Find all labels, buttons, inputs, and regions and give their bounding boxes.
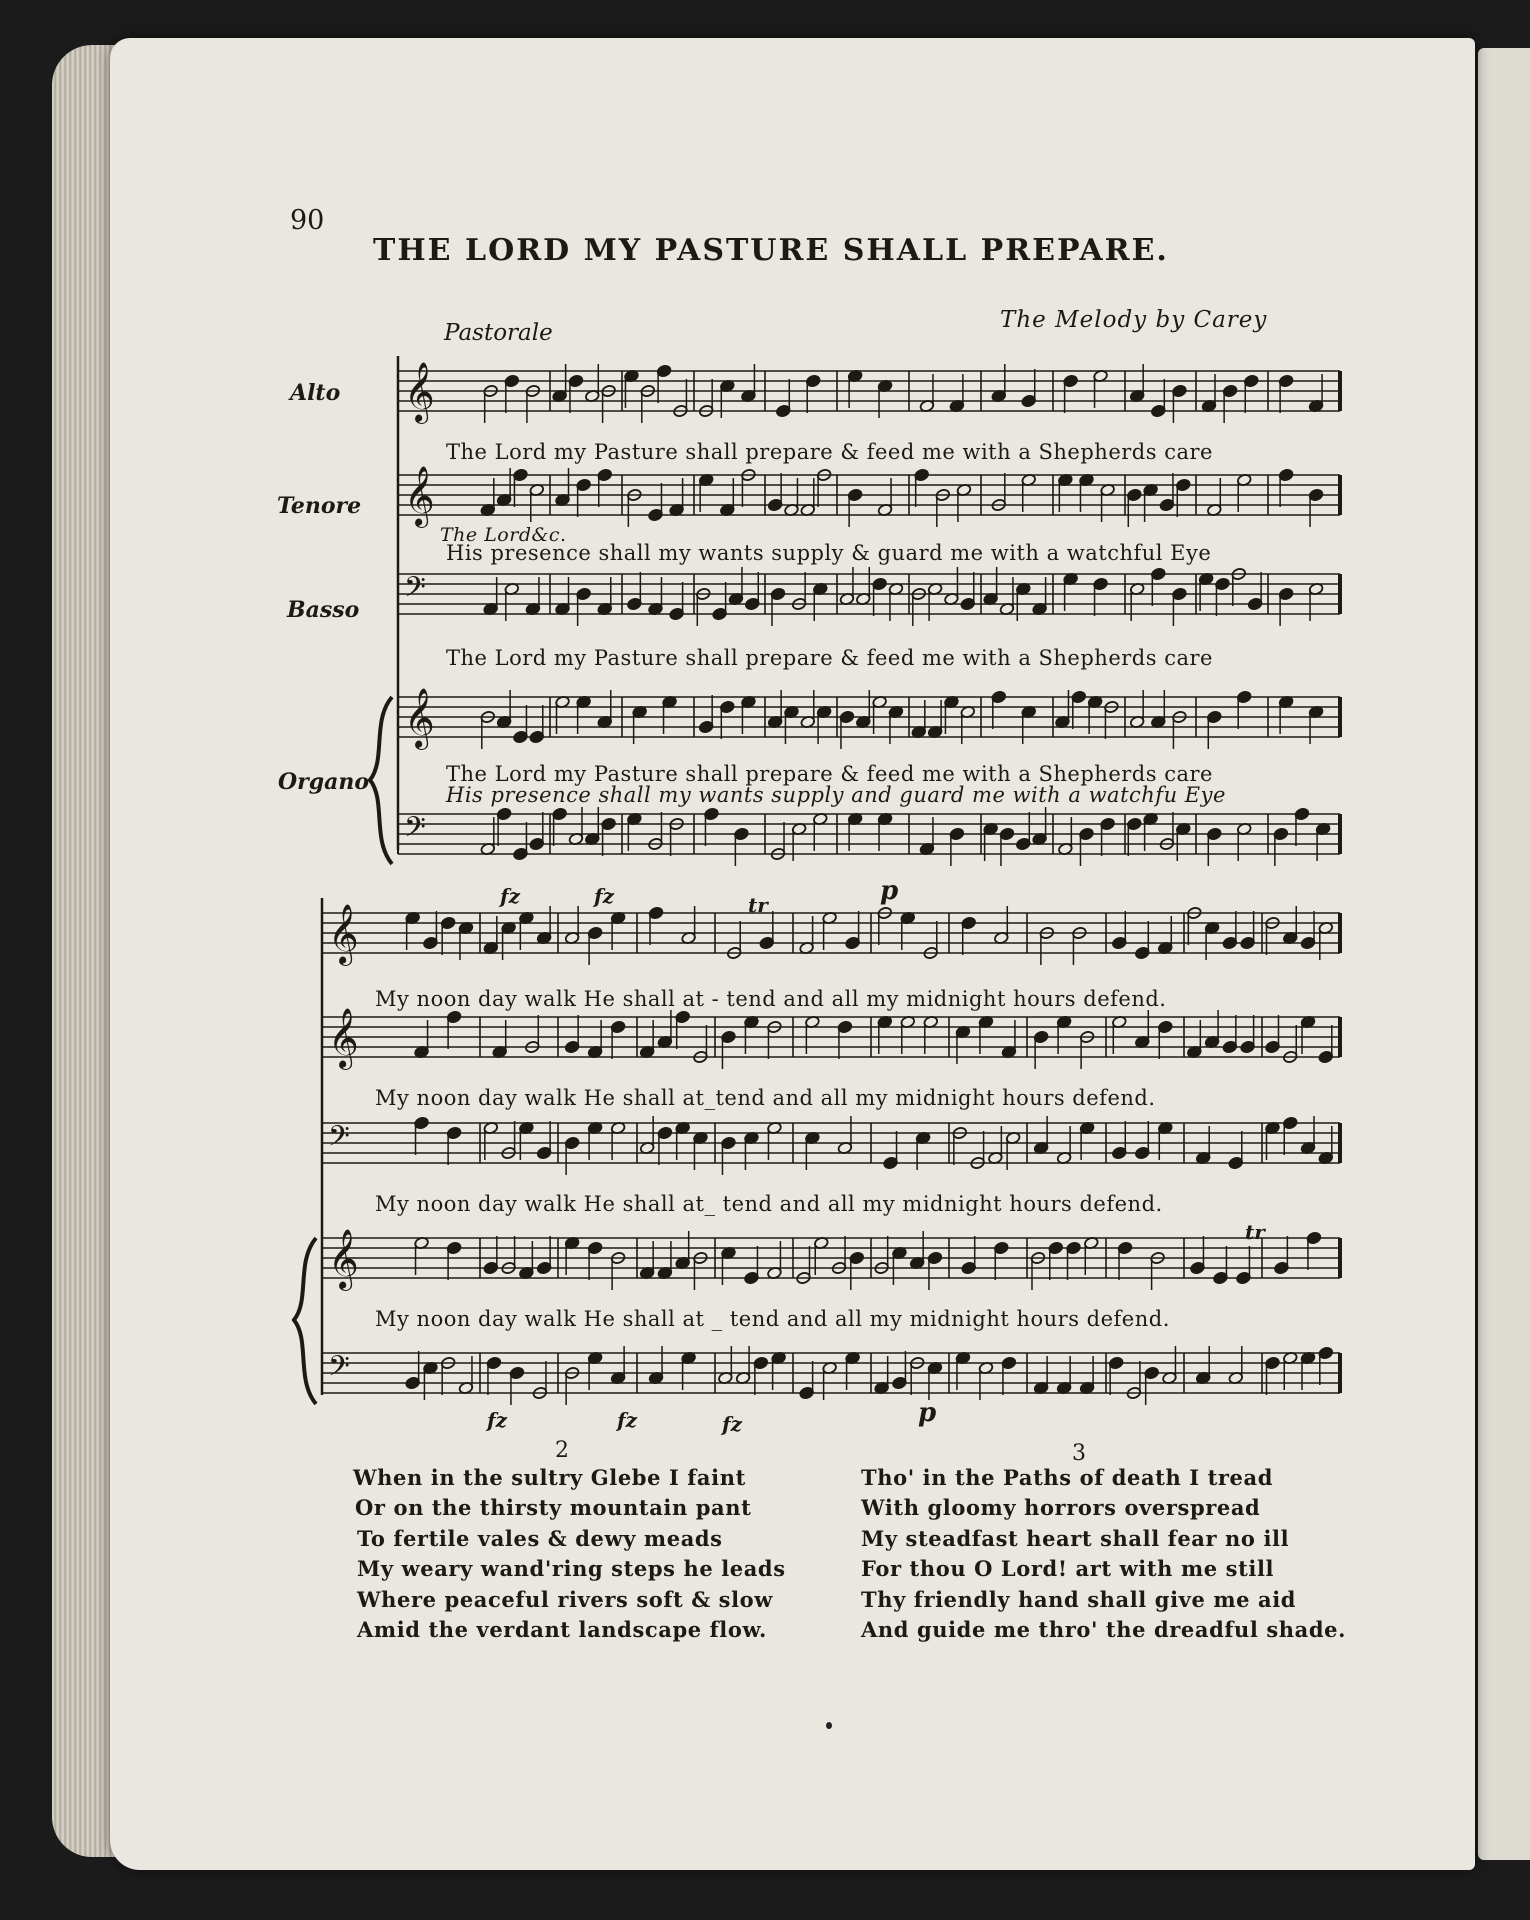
basso-lyrics-1: The Lord my Pasture shall prepare & feed me with a Shepherds care bbox=[446, 646, 1213, 670]
verse-2-line-4: My weary wand'ring steps he leads bbox=[357, 1556, 786, 1581]
dynamic-fz-4: fz bbox=[617, 1408, 637, 1432]
treble-clef: 𝄞 bbox=[328, 1229, 359, 1289]
bass-clef: 𝄢 bbox=[328, 1350, 350, 1390]
verse-3-line-2: With gloomy horrors overspread bbox=[861, 1495, 1261, 1520]
bass-clef: 𝄢 bbox=[328, 1120, 350, 1160]
verse-2-line-2: Or on the thirsty mountain pant bbox=[355, 1495, 752, 1520]
page-dot bbox=[826, 1722, 832, 1729]
page-number: 90 bbox=[290, 205, 325, 236]
organ-brace-2 bbox=[294, 1238, 316, 1404]
treble-clef: 𝄞 bbox=[404, 688, 435, 748]
tenore-lyrics-1: His presence shall my wants supply & guard me with a watchful Eye bbox=[446, 541, 1212, 565]
trill-mark: tr bbox=[748, 893, 768, 917]
organ-lyrics-1: The Lord my Pasture shall prepare & feed me with a Shepherds care bbox=[446, 762, 1213, 786]
verse-3-line-4: For thou O Lord! art with me still bbox=[861, 1556, 1275, 1581]
treble-clef: 𝄞 bbox=[404, 362, 435, 422]
verse-2-line-6: Amid the verdant landscape flow. bbox=[357, 1617, 767, 1642]
treble-clef: 𝄞 bbox=[404, 466, 435, 526]
part-name-alto: Alto bbox=[290, 380, 341, 406]
verse-2-number: 2 bbox=[555, 1438, 569, 1463]
verse-3-line-1: Tho' in the Paths of death I tread bbox=[861, 1465, 1274, 1490]
dynamic-fz-3: fz bbox=[487, 1408, 507, 1432]
treble-clef: 𝄞 bbox=[328, 904, 359, 964]
dynamic-fz-1: fz bbox=[500, 884, 520, 908]
verse-2-line-5: Where peaceful rivers soft & slow bbox=[357, 1587, 773, 1612]
organ-lyrics-3: My noon day walk He shall at _ tend and all my midnight hours defend. bbox=[375, 1307, 1170, 1331]
dynamic-p: p bbox=[880, 876, 899, 906]
part-name-basso: Basso bbox=[287, 597, 360, 623]
bass-clef: 𝄢 bbox=[404, 571, 426, 611]
verse-3-number: 3 bbox=[1072, 1441, 1086, 1466]
verse-2-line-3: To fertile vales & dewy meads bbox=[357, 1526, 723, 1551]
verse-2-line-1: When in the sultry Glebe I faint bbox=[353, 1465, 746, 1490]
bass-clef: 𝄢 bbox=[404, 811, 426, 851]
page-title: THE LORD MY PASTURE SHALL PREPARE. bbox=[373, 233, 1169, 268]
part-name-tenore: Tenore bbox=[277, 493, 362, 519]
composer-credit: The Melody by Carey bbox=[1000, 307, 1268, 333]
treble-clef: 𝄞 bbox=[328, 1008, 359, 1068]
organ-lyrics-2: His presence shall my wants supply and guard me with a watchfu Eye bbox=[446, 783, 1226, 807]
organ-brace-1 bbox=[370, 697, 392, 864]
dynamic-fz-2: fz bbox=[594, 884, 614, 908]
dynamic-p-2: p bbox=[918, 1398, 937, 1428]
tenore-cue: The Lord&c. bbox=[440, 524, 567, 546]
verse-3-line-5: Thy friendly hand shall give me aid bbox=[861, 1587, 1297, 1612]
verse-3-line-6: And guide me thro' the dreadful shade. bbox=[861, 1617, 1346, 1642]
organ-trill-mark: tr bbox=[1245, 1220, 1265, 1244]
dynamic-fz-5: fz bbox=[722, 1412, 742, 1436]
basso-lyrics-2: My noon day walk He shall at_ tend and all my midnight hours defend. bbox=[375, 1192, 1163, 1216]
verse-3-line-3: My steadfast heart shall fear no ill bbox=[861, 1526, 1290, 1551]
tempo-marking: Pastorale bbox=[444, 320, 553, 346]
tenore-lyrics-2: My noon day walk He shall at_tend and all my midnight hours defend. bbox=[375, 1086, 1156, 1110]
alto-lyrics-2: My noon day walk He shall at - tend and all my midnight hours defend. bbox=[375, 987, 1167, 1011]
alto-lyrics-1: The Lord my Pasture shall prepare & feed me with a Shepherds care bbox=[446, 440, 1213, 464]
part-name-organo: Organo bbox=[278, 769, 370, 795]
